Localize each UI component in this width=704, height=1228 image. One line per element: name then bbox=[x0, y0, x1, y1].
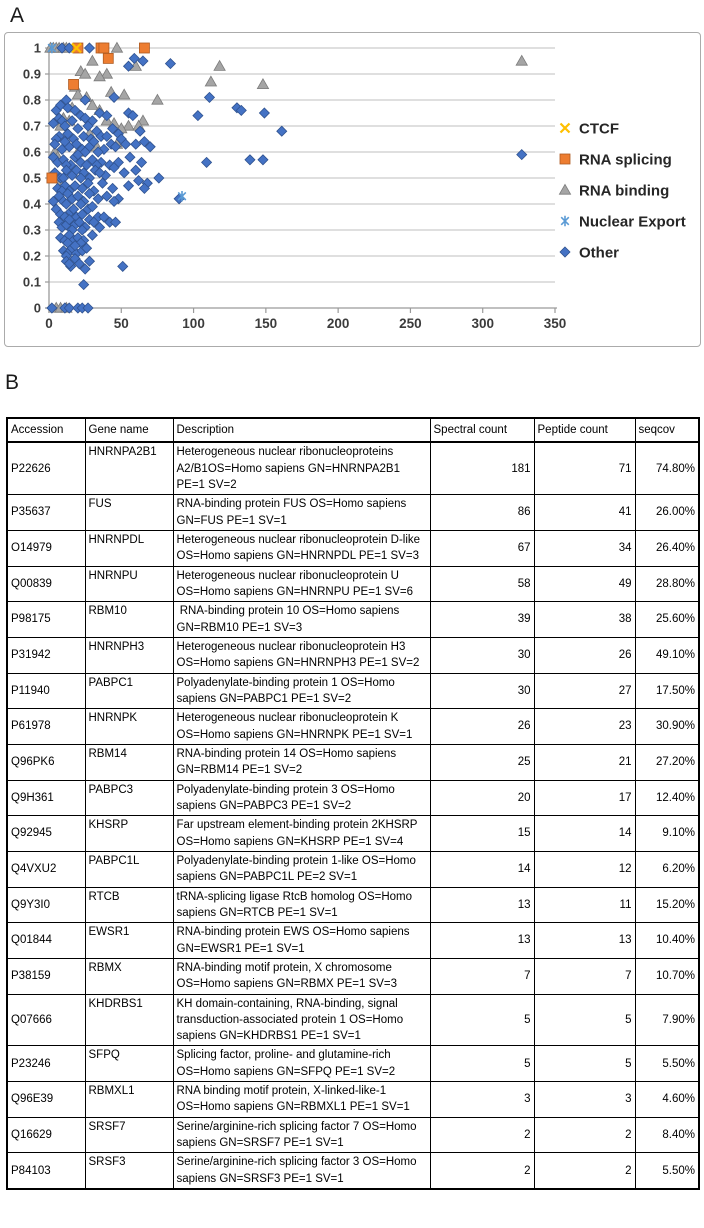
cell-peptide-count: 26 bbox=[534, 637, 635, 673]
table-row bbox=[7, 566, 699, 602]
cell-seqcov: 26.40% bbox=[635, 530, 699, 566]
table-row bbox=[7, 744, 699, 780]
y-tick-label: 0.3 bbox=[22, 222, 41, 238]
cell-gene-name: EWSR1 bbox=[85, 923, 173, 959]
scatter-point bbox=[245, 155, 255, 165]
panel-b-label: B bbox=[5, 371, 20, 394]
cell-spectral-count: 2 bbox=[430, 1117, 534, 1153]
y-tick-label: 0.6 bbox=[22, 144, 41, 160]
cell-gene-name: HNRNPH3 bbox=[85, 637, 173, 673]
cell-accession: P11940 bbox=[7, 673, 85, 709]
cell-description: RNA binding motif protein, X-linked-like-1 OS=Homo sapiens GN=RBMXL1 PE=1 SV=1 bbox=[173, 1082, 430, 1118]
cell-accession: P23246 bbox=[7, 1046, 85, 1082]
cell-peptide-count: 5 bbox=[534, 1046, 635, 1082]
cell-seqcov: 28.80% bbox=[635, 566, 699, 602]
cell-spectral-count: 26 bbox=[430, 709, 534, 745]
cell-peptide-count: 14 bbox=[534, 816, 635, 852]
y-tick-label: 0.5 bbox=[22, 170, 41, 186]
cell-peptide-count: 17 bbox=[534, 780, 635, 816]
cell-description: Polyadenylate-binding protein 1-like OS=Homo sapiens GN=PABPC1L PE=2 SV=1 bbox=[173, 851, 430, 887]
cell-gene-name: HNRNPU bbox=[85, 566, 173, 602]
cell-gene-name: PABPC1 bbox=[85, 673, 173, 709]
header-spectral-count: Spectral count bbox=[430, 418, 534, 442]
scatter-point bbox=[131, 165, 141, 175]
scatter-point bbox=[83, 303, 93, 313]
legend-label-other: Other bbox=[579, 244, 620, 262]
cell-accession: Q00839 bbox=[7, 566, 85, 602]
scatter-point bbox=[205, 76, 216, 86]
cell-gene-name: RBM14 bbox=[85, 744, 173, 780]
cell-accession: Q07666 bbox=[7, 994, 85, 1046]
scatter-point bbox=[165, 59, 175, 69]
legend-label-nuclear-export: Nuclear Export bbox=[579, 213, 686, 231]
scatter-point bbox=[139, 43, 149, 53]
scatter-point bbox=[516, 55, 527, 65]
table-row bbox=[7, 887, 699, 923]
scatter-point bbox=[118, 261, 128, 271]
cell-seqcov: 10.70% bbox=[635, 958, 699, 994]
cell-description: Serine/arginine-rich splicing factor 3 OS=Homo sapiens GN=SRSF3 PE=1 SV=1 bbox=[173, 1153, 430, 1189]
table-row bbox=[7, 530, 699, 566]
cell-seqcov: 12.40% bbox=[635, 780, 699, 816]
scatter-point bbox=[152, 94, 163, 104]
scatter-point bbox=[257, 79, 268, 89]
cell-gene-name: RBMX bbox=[85, 958, 173, 994]
cell-gene-name: FUS bbox=[85, 495, 173, 531]
x-tick-label: 50 bbox=[113, 316, 129, 331]
scatter-point bbox=[111, 217, 121, 227]
scatter-point bbox=[84, 43, 94, 53]
cell-accession: Q01844 bbox=[7, 923, 85, 959]
scatter-point bbox=[129, 53, 139, 63]
cell-spectral-count: 5 bbox=[430, 1046, 534, 1082]
scatter-point bbox=[87, 230, 97, 240]
table-row bbox=[7, 851, 699, 887]
cell-peptide-count: 23 bbox=[534, 709, 635, 745]
table-row bbox=[7, 958, 699, 994]
scatter-point bbox=[202, 157, 212, 167]
cell-accession: P84103 bbox=[7, 1153, 85, 1189]
y-tick-label: 0.9 bbox=[22, 66, 41, 82]
panel-a-label: A bbox=[10, 4, 25, 27]
y-tick-label: 0.4 bbox=[22, 196, 41, 212]
cell-description: Heterogeneous nuclear ribonucleoprotein K OS=Homo sapiens GN=HNRNPK PE=1 SV=1 bbox=[173, 709, 430, 745]
cell-spectral-count: 30 bbox=[430, 637, 534, 673]
scatter-point bbox=[111, 42, 122, 52]
scatter-point bbox=[193, 111, 203, 121]
cell-seqcov: 10.40% bbox=[635, 923, 699, 959]
legend-marker-nuclear-export bbox=[561, 216, 569, 226]
cell-description: KH domain-containing, RNA-binding, signal transduction-associated protein 1 OS=Homo sapiens GN=KHDRBS1 PE=1 SV=1 bbox=[173, 994, 430, 1046]
cell-spectral-count: 3 bbox=[430, 1082, 534, 1118]
x-tick-label: 250 bbox=[399, 316, 422, 331]
cell-description: RNA-binding motif protein, X chromosome OS=Homo sapiens GN=RBMX PE=1 SV=3 bbox=[173, 958, 430, 994]
scatter-point bbox=[134, 176, 144, 186]
header-peptide-count: Peptide count bbox=[534, 418, 635, 442]
table-row bbox=[7, 1117, 699, 1153]
cell-spectral-count: 25 bbox=[430, 744, 534, 780]
legend-marker-rna-splicing bbox=[560, 154, 570, 164]
cell-seqcov: 27.20% bbox=[635, 744, 699, 780]
cell-description: Polyadenylate-binding protein 1 OS=Homo sapiens GN=PABPC1 PE=1 SV=2 bbox=[173, 673, 430, 709]
cell-description: Heterogeneous nuclear ribonucleoprotein H3 OS=Homo sapiens GN=HNRNPH3 PE=1 SV=2 bbox=[173, 637, 430, 673]
cell-description: Polyadenylate-binding protein 3 OS=Homo sapiens GN=PABPC3 PE=1 SV=2 bbox=[173, 780, 430, 816]
table-row bbox=[7, 1153, 699, 1189]
cell-description: RNA-binding protein 14 OS=Homo sapiens GN=RBM14 PE=1 SV=2 bbox=[173, 744, 430, 780]
cell-peptide-count: 27 bbox=[534, 673, 635, 709]
scatter-chart-svg bbox=[5, 33, 698, 344]
cell-gene-name: HNRNPA2B1 bbox=[85, 442, 173, 494]
cell-seqcov: 5.50% bbox=[635, 1046, 699, 1082]
cell-spectral-count: 5 bbox=[430, 994, 534, 1046]
scatter-point bbox=[125, 152, 135, 162]
cell-spectral-count: 39 bbox=[430, 602, 534, 638]
cell-gene-name: SRSF7 bbox=[85, 1117, 173, 1153]
table-row bbox=[7, 1046, 699, 1082]
cell-gene-name: SRSF3 bbox=[85, 1153, 173, 1189]
scatter-point bbox=[277, 126, 287, 136]
table-header-row bbox=[7, 418, 699, 442]
scatter-point bbox=[214, 61, 225, 71]
cell-spectral-count: 13 bbox=[430, 887, 534, 923]
table-row bbox=[7, 816, 699, 852]
cell-gene-name: HNRNPDL bbox=[85, 530, 173, 566]
cell-seqcov: 17.50% bbox=[635, 673, 699, 709]
x-tick-label: 150 bbox=[254, 316, 278, 331]
scatter-point bbox=[87, 55, 98, 65]
cell-gene-name: HNRNPK bbox=[85, 709, 173, 745]
cell-seqcov: 15.20% bbox=[635, 887, 699, 923]
cell-seqcov: 7.90% bbox=[635, 994, 699, 1046]
cell-gene-name: PABPC1L bbox=[85, 851, 173, 887]
cell-spectral-count: 7 bbox=[430, 958, 534, 994]
x-tick-label: 200 bbox=[326, 316, 350, 331]
cell-spectral-count: 13 bbox=[430, 923, 534, 959]
cell-seqcov: 8.40% bbox=[635, 1117, 699, 1153]
cell-spectral-count: 15 bbox=[430, 816, 534, 852]
cell-accession: P31942 bbox=[7, 637, 85, 673]
cell-accession: Q92945 bbox=[7, 816, 85, 852]
cell-accession: Q16629 bbox=[7, 1117, 85, 1153]
table-row bbox=[7, 495, 699, 531]
cell-description: Serine/arginine-rich splicing factor 7 OS=Homo sapiens GN=SRSF7 PE=1 SV=1 bbox=[173, 1117, 430, 1153]
cell-description: Heterogeneous nuclear ribonucleoprotein D-like OS=Homo sapiens GN=HNRNPDL PE=1 SV=3 bbox=[173, 530, 430, 566]
cell-spectral-count: 67 bbox=[430, 530, 534, 566]
cell-spectral-count: 2 bbox=[430, 1153, 534, 1189]
scatter-point bbox=[154, 173, 164, 183]
table-row bbox=[7, 994, 699, 1046]
cell-seqcov: 30.90% bbox=[635, 709, 699, 745]
cell-peptide-count: 7 bbox=[534, 958, 635, 994]
cell-spectral-count: 20 bbox=[430, 780, 534, 816]
x-tick-label: 100 bbox=[182, 316, 205, 331]
scatter-point bbox=[138, 56, 148, 66]
cell-peptide-count: 11 bbox=[534, 887, 635, 923]
scatter-point bbox=[103, 53, 113, 63]
table-body bbox=[7, 442, 699, 1189]
cell-description: Splicing factor, proline- and glutamine-rich OS=Homo sapiens GN=SFPQ PE=1 SV=2 bbox=[173, 1046, 430, 1082]
scatter-point bbox=[119, 89, 130, 99]
legend-label-rna-splicing: RNA splicing bbox=[579, 151, 672, 169]
cell-gene-name: SFPQ bbox=[85, 1046, 173, 1082]
header-gene-name: Gene name bbox=[85, 418, 173, 442]
cell-peptide-count: 38 bbox=[534, 602, 635, 638]
cell-peptide-count: 49 bbox=[534, 566, 635, 602]
panel-a-chart bbox=[4, 32, 701, 347]
cell-spectral-count: 14 bbox=[430, 851, 534, 887]
scatter-point bbox=[204, 92, 214, 102]
scatter-point bbox=[124, 181, 134, 191]
cell-description: RNA-binding protein FUS OS=Homo sapiens GN=FUS PE=1 SV=1 bbox=[173, 495, 430, 531]
cell-gene-name: RBMXL1 bbox=[85, 1082, 173, 1118]
cell-accession: Q9H361 bbox=[7, 780, 85, 816]
scatter-point bbox=[108, 183, 118, 193]
table-row bbox=[7, 637, 699, 673]
table-row bbox=[7, 442, 699, 494]
cell-seqcov: 9.10% bbox=[635, 816, 699, 852]
cell-peptide-count: 5 bbox=[534, 994, 635, 1046]
cell-description: Heterogeneous nuclear ribonucleoproteins A2/B1OS=Homo sapiens GN=HNRNPA2B1 PE=1 SV=2 bbox=[173, 442, 430, 494]
cell-seqcov: 26.00% bbox=[635, 495, 699, 531]
cell-description: RNA-binding protein EWS OS=Homo sapiens GN=EWSR1 PE=1 SV=1 bbox=[173, 923, 430, 959]
legend-marker-other bbox=[560, 247, 570, 257]
scatter-point bbox=[79, 280, 89, 290]
x-tick-label: 0 bbox=[45, 316, 53, 331]
cell-peptide-count: 3 bbox=[534, 1082, 635, 1118]
scatter-point bbox=[517, 150, 527, 160]
cell-accession: Q4VXU2 bbox=[7, 851, 85, 887]
legend-marker-rna-binding bbox=[559, 184, 570, 194]
protein-table bbox=[6, 417, 700, 1190]
header-description: Description bbox=[173, 418, 430, 442]
table-row bbox=[7, 709, 699, 745]
y-tick-label: 0.7 bbox=[22, 118, 41, 134]
y-tick-label: 0.2 bbox=[22, 248, 41, 264]
scatter-point bbox=[47, 173, 57, 183]
cell-seqcov: 4.60% bbox=[635, 1082, 699, 1118]
x-tick-label: 350 bbox=[543, 316, 567, 331]
table-row bbox=[7, 1082, 699, 1118]
cell-peptide-count: 2 bbox=[534, 1117, 635, 1153]
cell-accession: O14979 bbox=[7, 530, 85, 566]
legend-marker-ctcf bbox=[561, 124, 570, 133]
table-row bbox=[7, 923, 699, 959]
cell-description: tRNA-splicing ligase RtcB homolog OS=Homo sapiens GN=RTCB PE=1 SV=1 bbox=[173, 887, 430, 923]
cell-peptide-count: 71 bbox=[534, 442, 635, 494]
cell-seqcov: 5.50% bbox=[635, 1153, 699, 1189]
cell-gene-name: RBM10 bbox=[85, 602, 173, 638]
x-tick-label: 300 bbox=[471, 316, 494, 331]
scatter-point bbox=[99, 43, 109, 53]
scatter-point bbox=[259, 108, 269, 118]
cell-accession: Q9Y3I0 bbox=[7, 887, 85, 923]
scatter-point bbox=[131, 139, 141, 149]
cell-seqcov: 49.10% bbox=[635, 637, 699, 673]
cell-spectral-count: 30 bbox=[430, 673, 534, 709]
table-row bbox=[7, 673, 699, 709]
cell-peptide-count: 41 bbox=[534, 495, 635, 531]
cell-gene-name: KHDRBS1 bbox=[85, 994, 173, 1046]
cell-accession: P98175 bbox=[7, 602, 85, 638]
cell-accession: P35637 bbox=[7, 495, 85, 531]
cell-accession: Q96PK6 bbox=[7, 744, 85, 780]
cell-spectral-count: 181 bbox=[430, 442, 534, 494]
legend-label-ctcf: CTCF bbox=[579, 120, 619, 138]
cell-gene-name: PABPC3 bbox=[85, 780, 173, 816]
cell-seqcov: 74.80% bbox=[635, 442, 699, 494]
header-seqcov: seqcov bbox=[635, 418, 699, 442]
y-tick-label: 0.8 bbox=[22, 92, 41, 108]
cell-accession: Q96E39 bbox=[7, 1082, 85, 1118]
cell-accession: P38159 bbox=[7, 958, 85, 994]
cell-accession: P22626 bbox=[7, 442, 85, 494]
cell-description: Far upstream element-binding protein 2KHSRP OS=Homo sapiens GN=KHSRP PE=1 SV=4 bbox=[173, 816, 430, 852]
y-tick-label: 0.1 bbox=[22, 274, 41, 290]
scatter-point bbox=[137, 157, 147, 167]
scatter-point bbox=[119, 168, 129, 178]
table-row bbox=[7, 780, 699, 816]
cell-seqcov: 25.60% bbox=[635, 602, 699, 638]
cell-seqcov: 6.20% bbox=[635, 851, 699, 887]
cell-description: RNA-binding protein 10 OS=Homo sapiens GN=RBM10 PE=1 SV=3 bbox=[173, 602, 430, 638]
cell-peptide-count: 21 bbox=[534, 744, 635, 780]
y-tick-label: 0 bbox=[33, 300, 41, 316]
cell-peptide-count: 12 bbox=[534, 851, 635, 887]
scatter-point bbox=[69, 79, 79, 89]
cell-spectral-count: 58 bbox=[430, 566, 534, 602]
cell-gene-name: KHSRP bbox=[85, 816, 173, 852]
cell-spectral-count: 86 bbox=[430, 495, 534, 531]
legend-label-rna-binding: RNA binding bbox=[579, 182, 670, 200]
table-row bbox=[7, 602, 699, 638]
cell-description: Heterogeneous nuclear ribonucleoprotein U OS=Homo sapiens GN=HNRNPU PE=1 SV=6 bbox=[173, 566, 430, 602]
y-tick-label: 1 bbox=[33, 40, 41, 56]
cell-gene-name: RTCB bbox=[85, 887, 173, 923]
scatter-point bbox=[258, 155, 268, 165]
cell-peptide-count: 34 bbox=[534, 530, 635, 566]
cell-accession: P61978 bbox=[7, 709, 85, 745]
cell-peptide-count: 2 bbox=[534, 1153, 635, 1189]
header-accession: Accession bbox=[7, 418, 85, 442]
cell-peptide-count: 13 bbox=[534, 923, 635, 959]
